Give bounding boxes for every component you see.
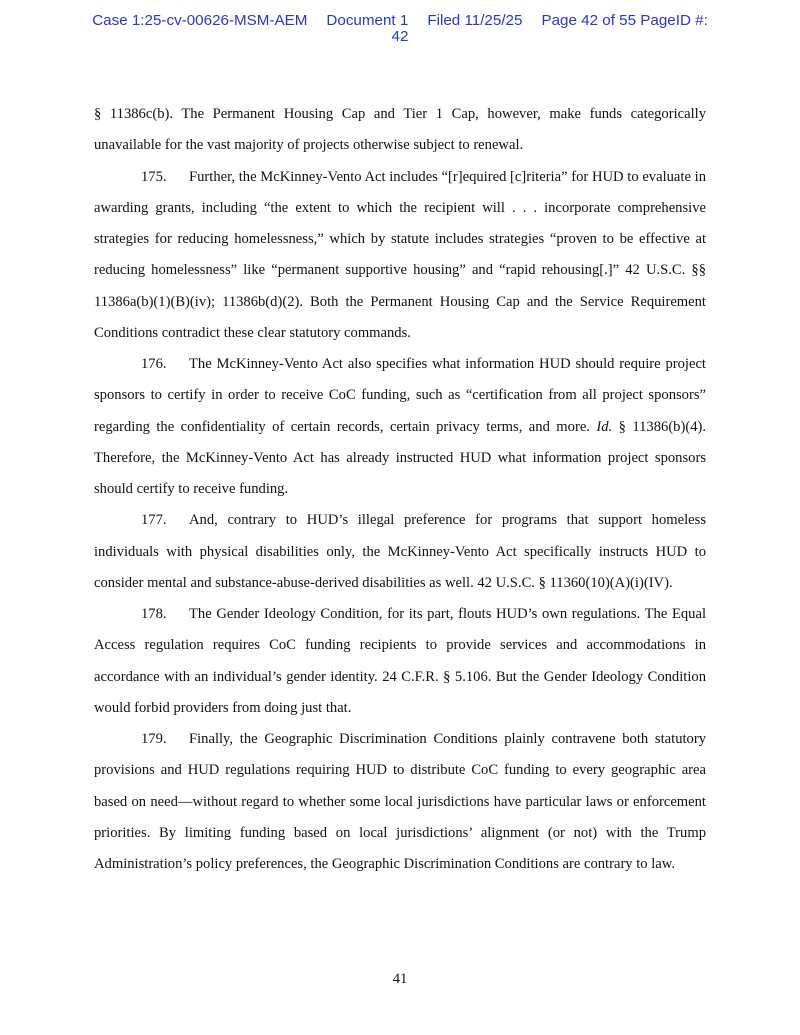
paragraph-number: 175. [141, 168, 167, 185]
paragraph-number: 177. [141, 512, 167, 529]
paragraph-176 [94, 349, 706, 505]
paragraph-179 [94, 724, 706, 880]
page-number: 41 [392, 971, 408, 987]
continuation-paragraph: § 11386c(b). The Permanent Housing Cap and Tier 1 Cap, however, make funds categorically unavailable for the vast majority of projects otherwise subject to renewal. [94, 106, 706, 154]
paragraph-text: Further, the McKinney-Vento Act includes “[r]equired [c]riteria” for HUD to evaluate in awarding grants, including “the extent to which the recipient will . . . incorporate comprehensive strategies for reducing homelessness,” which by statute includes strategies “proven to be effective at reducing homelessness” like “permanent supportive housing” and “rapid rehousing[.]” 42 U.S.C. §§ 11386a(b)(1)(B)(iv); 11386b(d)(2). Both the Permanent Housing Cap and the Service Requirement Conditions contradict these clear statutory commands. [94, 168, 706, 341]
document-body [94, 99, 706, 880]
page-of: Page 42 of 55 PageID #: [541, 12, 708, 29]
paragraph-text: And, contrary to HUD’s illegal preference for programs that support homeless individuals with physical disabilities only, the McKinney-Vento Act specifically instructs HUD to consider mental and substance-abuse-derived disabilities as well. 42 U.S.C. § 11360(10)(A)(i)(IV). [94, 512, 706, 591]
paragraph-178 [94, 599, 706, 724]
citation-id: Id. [596, 418, 613, 435]
ecf-header [0, 13, 800, 45]
filed-date: Filed 11/25/25 [427, 12, 523, 29]
paragraph-number: 179. [141, 731, 167, 747]
paragraph-text: The Gender Ideology Condition, for its part, flouts HUD’s own regulations. The Equal Access regulation requires CoC funding recipients to provide services and accommodations in accordance with an individual’s gender identity. 24 C.F.R. § 5.106. But the Gender Ideology Condition would forbid providers from doing just that. [94, 606, 706, 716]
paragraph-text: The McKinney-Vento Act also specifies what information HUD should require project sponsors to certify in order to receive CoC funding, such as “certification from all project sponsors” regarding the confidentiality of certain records, certain privacy terms, and more. [94, 356, 706, 435]
paragraph-number: 176. [141, 356, 167, 372]
paragraph-number: 178. [141, 606, 167, 622]
page-id: 42 [391, 28, 409, 45]
paragraph-175 [94, 162, 706, 350]
paragraph-text-continued: § 11386(b)(4). Therefore, the McKinney-Vento Act has already instructed HUD what information project sponsors should certify to receive funding. [94, 418, 707, 497]
document-number: Document 1 [326, 12, 409, 29]
paragraph-text: Finally, the Geographic Discrimination Conditions plainly contravene both statutory provisions and HUD regulations requiring HUD to distribute CoC funding to every geographic area based on need—without regard to whether some local jurisdictions have particular laws or enforcement priorities. By limiting funding based on local jurisdictions’ alignment (or not) with the Trump Administration’s policy preferences, the Geographic Discrimination Conditions are contrary to law. [94, 731, 706, 872]
paragraph-177 [94, 505, 706, 599]
case-number: Case 1:25-cv-00626-MSM-AEM [92, 12, 308, 29]
